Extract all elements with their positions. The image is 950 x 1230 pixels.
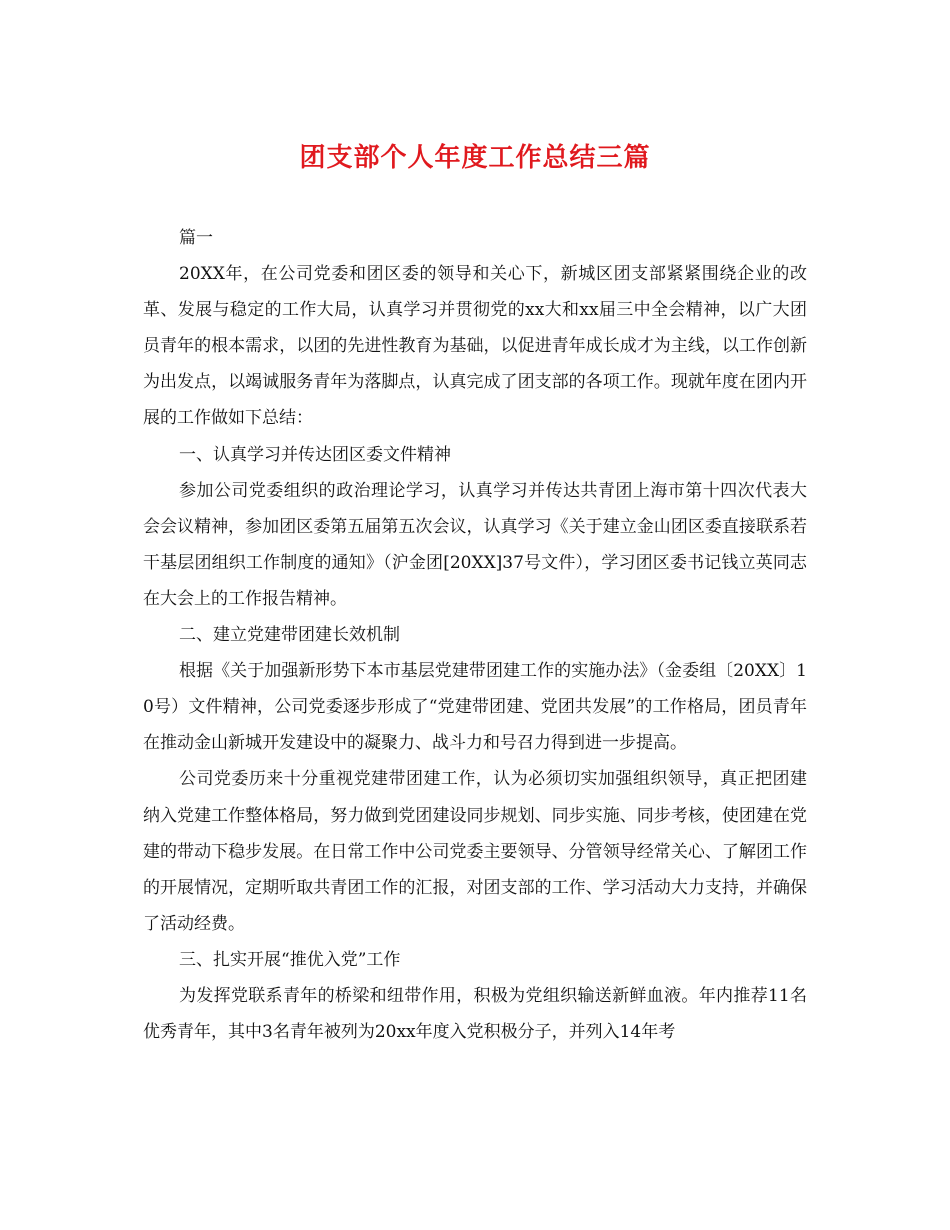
section-heading: 二、建立党建带团建长效机制 <box>179 625 400 646</box>
document-title: 团支部个人年度工作总结三篇 <box>299 143 651 173</box>
paragraph: 20XX年，在公司党委和团区委的领导和关心下，新城区团支部紧紧围绕企业的改革、发展与稳定的工作大局，认真学习并贯彻党的xx大和xx届三中全会精神，以广大团员青年的根本需求，以团的先进性教育为基础，以促进青年成长成才为主线，以工作创新为出发点，以竭诚服务青年为落脚点，认真完成了团支部的各项工作。现就年度在团内开展的工作做如下总结： <box>143 264 807 429</box>
section-heading: 一、认真学习并传达团区委文件精神 <box>179 444 451 465</box>
paragraph: 参加公司党委组织的政治理论学习，认真学习并传达共青团上海市第十四次代表大会会议精神，参加团区委第五届第五次会议，认真学习《关于建立金山团区委直接联系若干基层团组织工作制度的通知》（沪金团[20XX]37号文件），学习团区委书记钱立英同志在大会上的工作报告精神。 <box>143 480 807 609</box>
paragraph: 为发挥党联系青年的桥梁和纽带作用，积极为党组织输送新鲜血液。年内推荐11名优秀青年，其中3名青年被列为20xx年度入党积极分子，并列入14年考 <box>143 985 807 1043</box>
paragraph: 篇一 <box>179 228 213 248</box>
paragraph: 根据《关于加强新形势下本市基层党建带团建工作的实施办法》（金委组〔20XX〕10号）文件精神，公司党委逐步形成了“党建带团建、党团共发展”的工作格局，团员青年在推动金山新城开发建设中的凝聚力、战斗力和号召力得到进一步提高。 <box>143 661 807 754</box>
paragraph: 公司党委历来十分重视党建带团建工作，认为必须切实加强组织领导，真正把团建纳入党建工作整体格局，努力做到党团建设同步规划、同步实施、同步考核，使团建在党建的带动下稳步发展。在日常工作中公司党委主要领导、分管领导经常关心、了解团工作的开展情况，定期听取共青团工作的汇报，对团支部的工作、学习活动大力支持，并确保了活动经费。 <box>143 769 807 934</box>
section-heading: 三、扎实开展“推优入党”工作 <box>179 949 401 970</box>
document-body <box>143 220 807 1050</box>
